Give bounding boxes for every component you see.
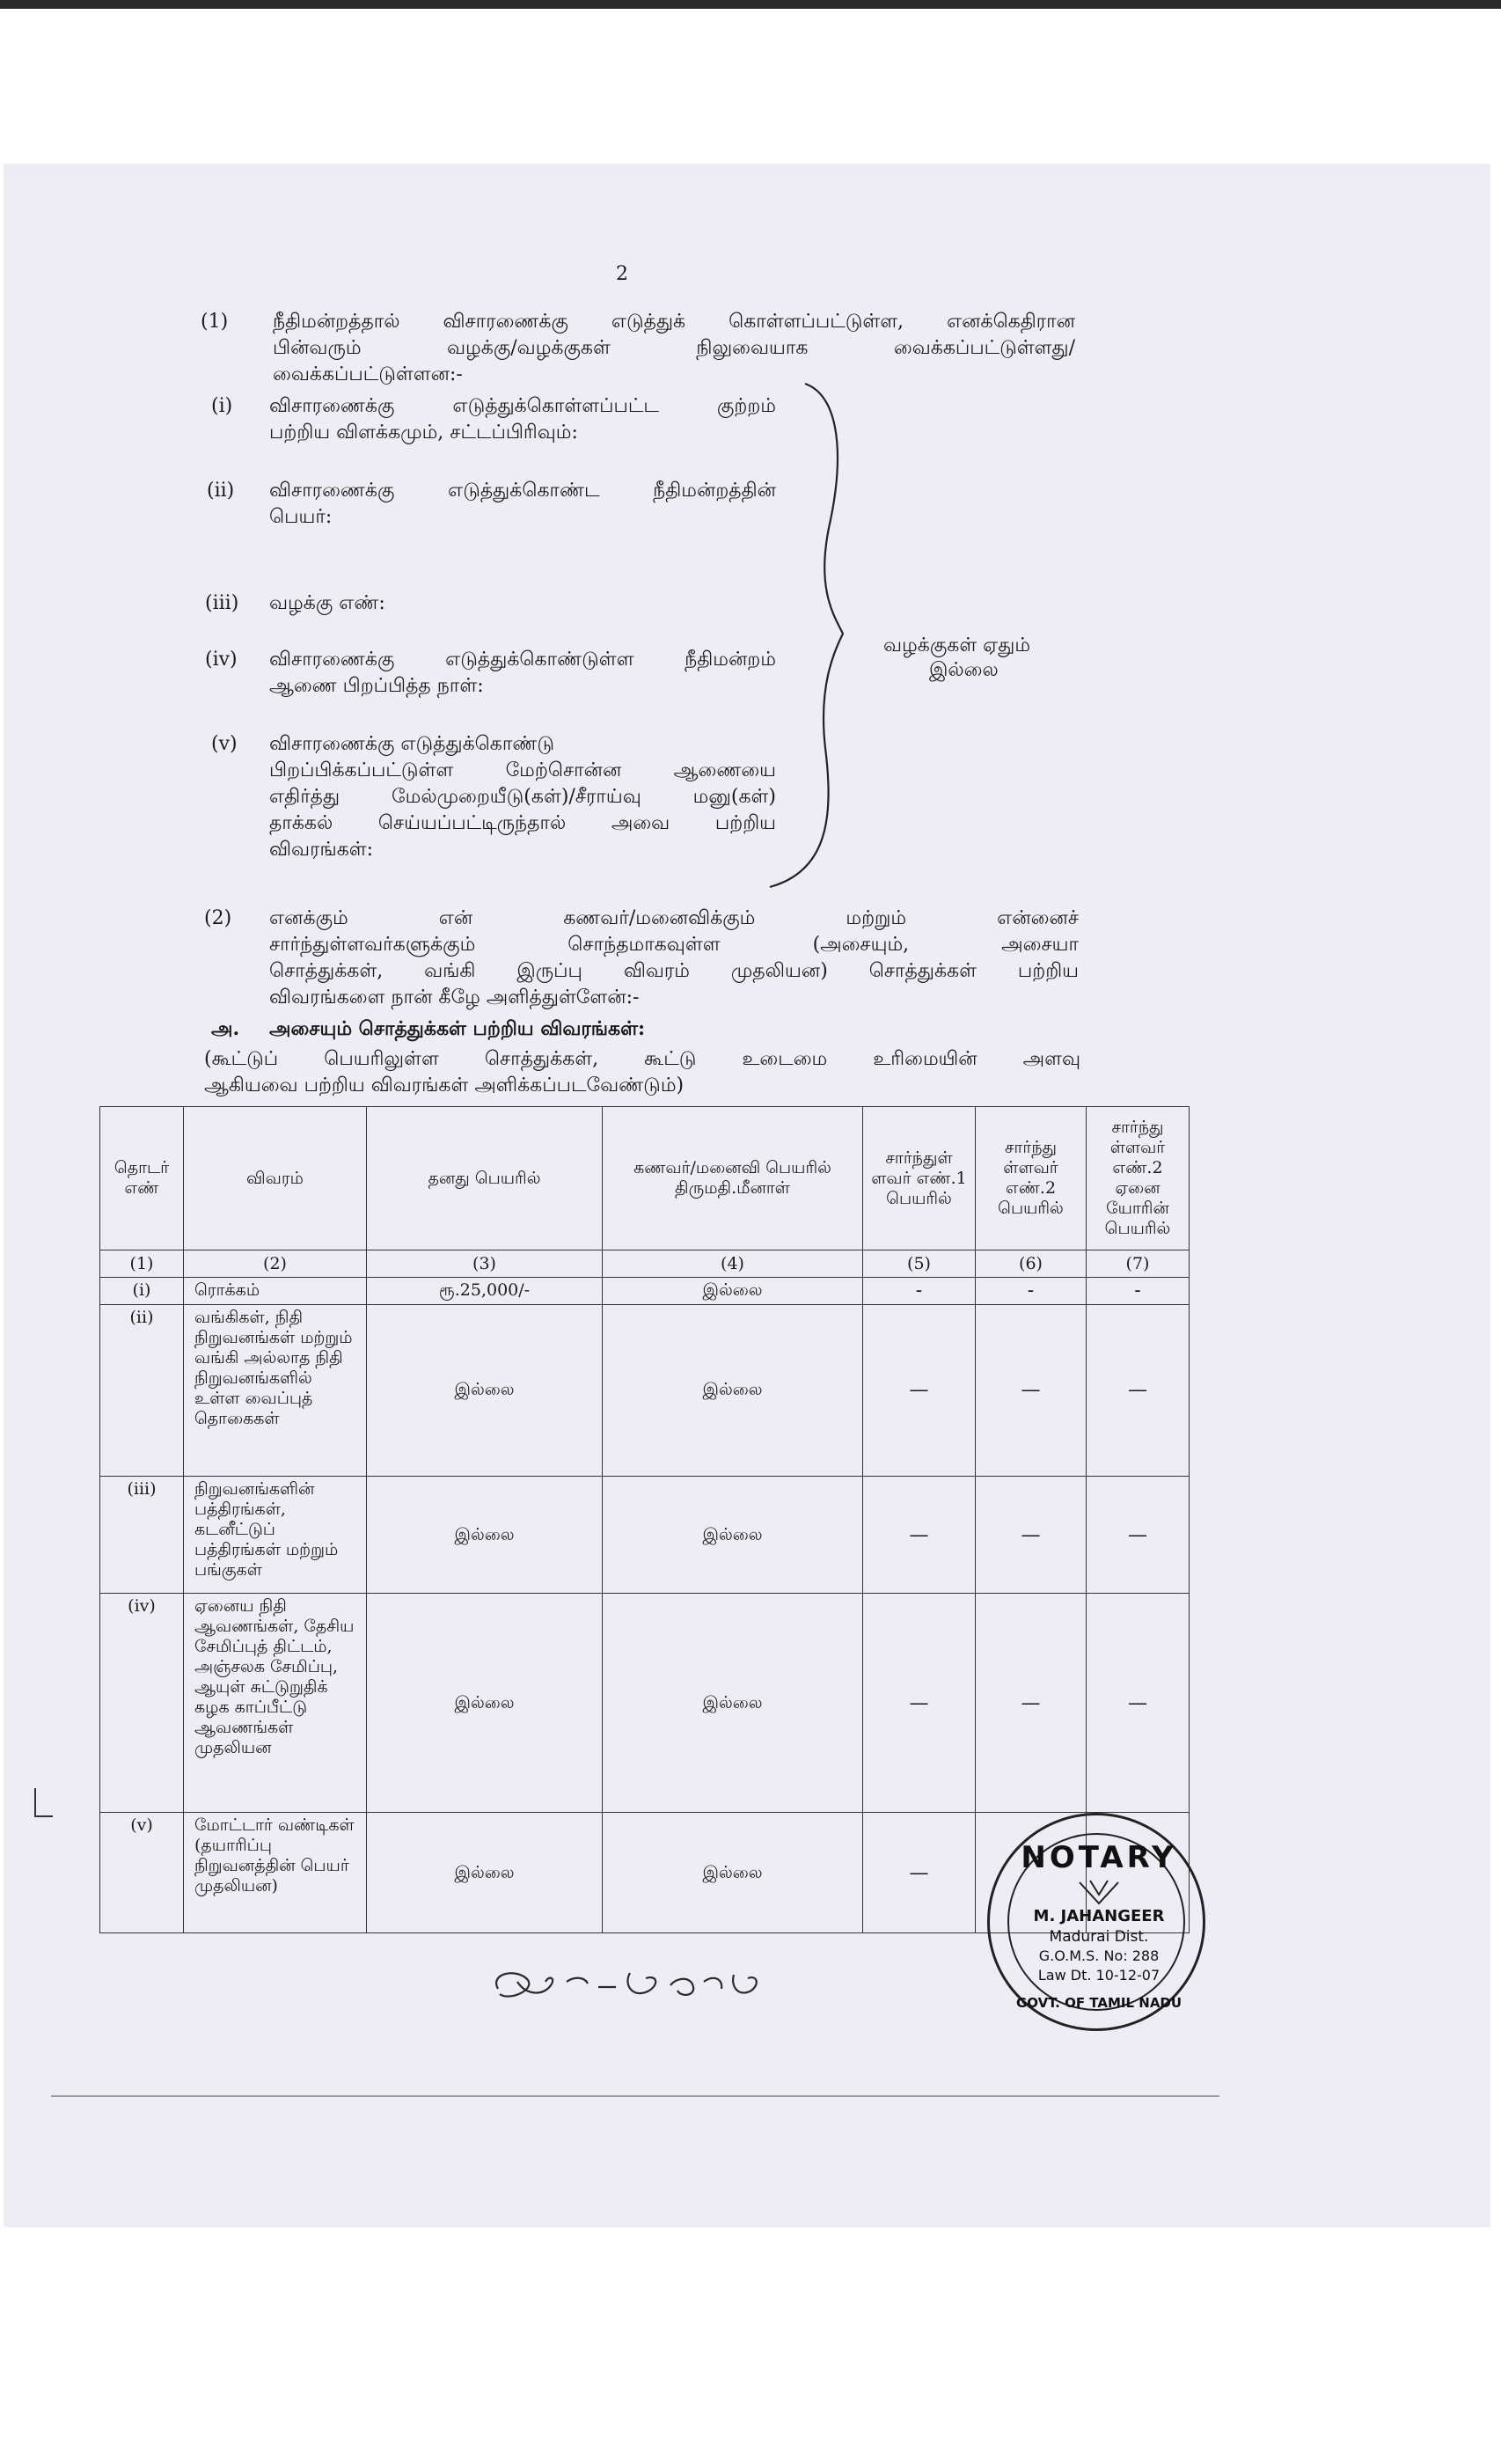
signature-icon <box>482 1955 781 2017</box>
item-ii-line-1: விசாரணைக்கு எடுத்துக்கொண்ட நீதிமன்றத்தின் <box>269 480 776 502</box>
subsection-heading: அசையும் சொத்துக்கள் பற்றிய விவரங்கள்: <box>269 1017 646 1040</box>
section-1-line-3: வைக்கப்பட்டுள்ளன:- <box>273 363 463 385</box>
item-iii-number: (iii) <box>205 592 239 614</box>
col-number: (7) <box>1087 1250 1190 1278</box>
item-ii-line-2: பெயர்: <box>269 506 333 528</box>
item-i-line-2: பற்றிய விளக்கமும், சட்டப்பிரிவும்: <box>269 422 578 444</box>
header-serial: தொடர் எண் <box>100 1107 184 1250</box>
brace-note-line-2: இல்லை <box>929 659 999 681</box>
item-iv-number: (iv) <box>205 649 238 671</box>
subsection-label: அ. <box>211 1017 240 1040</box>
row-description: நிறுவனங்களின் பத்திரங்கள், கடனீட்டுப் பத்திரங்கள் மற்றும் பங்குகள் <box>184 1477 367 1594</box>
item-v-number: (v) <box>211 733 238 755</box>
row-dependent-2-value: — <box>976 1594 1087 1813</box>
bottom-rule <box>51 2095 1219 2097</box>
row-serial: (i) <box>100 1277 184 1304</box>
row-dependent-others-value: — <box>1087 1594 1190 1813</box>
subsection-note-line-1: (கூட்டுப் பெயரிலுள்ள சொத்துக்கள், கூட்டு உடைமை உரிமையின் அளவு <box>204 1048 1080 1070</box>
item-v-line-5: விவரங்கள்: <box>269 839 374 861</box>
emblem-icon <box>1076 1877 1122 1907</box>
stamp-law-date: Law Dt. 10-12-07 <box>1037 1967 1161 1984</box>
col-number: (5) <box>863 1250 976 1278</box>
row-spouse-value: இல்லை <box>603 1277 863 1304</box>
table-row <box>100 1304 1190 1477</box>
section-2-line-4: விவரங்களை நான் கீழே அளித்துள்ளேன்:- <box>269 986 640 1008</box>
row-description: வங்கிகள், நிதி நிறுவனங்கள் மற்றும் வங்கி அல்லாத நிதி நிறுவனங்களில் உள்ள வைப்புத் தொகைகள் <box>184 1304 367 1477</box>
table-header-row <box>100 1107 1190 1250</box>
row-dependent-1-value: - <box>863 1277 976 1304</box>
movable-assets-table <box>99 1106 1190 1933</box>
row-spouse-value: இல்லை <box>603 1594 863 1813</box>
brace-icon <box>757 378 853 889</box>
row-serial: (iv) <box>100 1594 184 1813</box>
header-spouse: கணவர்/மனைவி பெயரில் திருமதி.மீனாள் <box>603 1107 863 1250</box>
item-i-line-1: விசாரணைக்கு எடுத்துக்கொள்ளப்பட்ட குற்றம் <box>269 395 776 417</box>
stamp-district: Madurai Dist. <box>1049 1928 1149 1946</box>
row-dependent-2-value: — <box>976 1304 1087 1477</box>
column-number-row <box>100 1250 1190 1278</box>
row-self-value: இல்லை <box>367 1813 603 1933</box>
row-dependent-1-value: — <box>863 1304 976 1477</box>
row-dependent-1-value: — <box>863 1477 976 1594</box>
table-row <box>100 1277 1190 1304</box>
brace-note-line-1: வழக்குகள் ஏதும் <box>883 634 1031 656</box>
item-v-line-4: தாக்கல் செய்யப்பட்டிருந்தால் அவை பற்றிய <box>269 812 776 834</box>
row-dependent-others-value: - <box>1087 1277 1190 1304</box>
item-ii-number: (ii) <box>207 480 235 502</box>
stamp-name: M. JAHANGEER <box>1033 1907 1165 1925</box>
header-self: தனது பெயரில் <box>367 1107 603 1250</box>
subsection-note-line-2: ஆகியவை பற்றிய விவரங்கள் அளிக்கப்படவேண்டும்) <box>204 1074 685 1096</box>
header-dependent-others: சார்ந்து ள்ளவர் எண்.2 ஏனை யோரின் பெயரில் <box>1087 1107 1190 1250</box>
item-i-number: (i) <box>211 395 233 417</box>
stamp-title: NOTARY <box>1021 1840 1177 1875</box>
row-description: மோட்டார் வண்டிகள் (தயாரிப்பு நிறுவனத்தின் பெயர் முதலியன) <box>184 1813 367 1933</box>
item-iv-line-2: ஆணை பிறப்பித்த நாள்: <box>269 675 484 697</box>
header-dependent-1: சார்ந்துள் ளவர் எண்.1 பெயரில் <box>863 1107 976 1250</box>
row-dependent-others-value: — <box>1087 1304 1190 1477</box>
col-number: (2) <box>184 1250 367 1278</box>
row-self-value: ரூ.25,000/- <box>367 1277 603 1304</box>
row-self-value: இல்லை <box>367 1304 603 1477</box>
row-serial: (v) <box>100 1813 184 1933</box>
item-iii-line-1: வழக்கு எண்: <box>269 592 385 614</box>
col-number: (4) <box>603 1250 863 1278</box>
row-spouse-value: இல்லை <box>603 1477 863 1594</box>
section-2-line-3: சொத்துக்கள், வங்கி இருப்பு விவரம் முதலியன) சொத்துக்கள் பற்றிய <box>269 960 1079 982</box>
table-row <box>100 1594 1190 1813</box>
col-number: (1) <box>100 1250 184 1278</box>
section-1-line-1: நீதிமன்றத்தால் விசாரணைக்கு எடுத்துக் கொள்ளப்பட்டுள்ள, எனக்கெதிரான <box>273 311 1075 333</box>
section-1-line-2: பின்வரும் வழக்கு/வழக்குகள் நிலுவையாக வைக்கப்பட்டுள்ளது/ <box>273 337 1075 359</box>
item-v-line-2: பிறப்பிக்கப்பட்டுள்ள மேற்சொன்ன ஆணையை <box>269 759 776 781</box>
section-2-line-1: எனக்கும் என் கணவர்/மனைவிக்கும் மற்றும் என்னைச் <box>269 907 1079 929</box>
row-dependent-others-value: — <box>1087 1477 1190 1594</box>
row-dependent-1-value: — <box>863 1813 976 1933</box>
row-description: ஏனைய நிதி ஆவணங்கள், தேசிய சேமிப்புத் திட்டம், அஞ்சலக சேமிப்பு, ஆயுள் சுட்டுறுதிக் கழக காப்பீட்டு ஆவணங்கள் முதலியன <box>184 1594 367 1813</box>
row-dependent-2-value: — <box>976 1477 1087 1594</box>
item-iv-line-1: விசாரணைக்கு எடுத்துக்கொண்டுள்ள நீதிமன்றம் <box>269 649 776 671</box>
section-1-number: (1) <box>201 311 229 333</box>
item-v-line-3: எதிர்த்து மேல்முறையீடு(கள்)/சீராய்வு மனு(கள்) <box>269 786 776 808</box>
stamp-goms: G.O.M.S. No: 288 <box>1038 1947 1160 1964</box>
header-description: விவரம் <box>184 1107 367 1250</box>
col-number: (6) <box>976 1250 1087 1278</box>
col-number: (3) <box>367 1250 603 1278</box>
margin-mark-icon <box>32 1786 58 1822</box>
row-serial: (iii) <box>100 1477 184 1594</box>
item-v-line-1: விசாரணைக்கு எடுத்துக்கொண்டு <box>269 733 554 755</box>
row-serial: (ii) <box>100 1304 184 1477</box>
row-spouse-value: இல்லை <box>603 1304 863 1477</box>
row-dependent-2-value: - <box>976 1277 1087 1304</box>
section-2-line-2: சார்ந்துள்ளவர்களுக்கும் சொந்தமாகவுள்ள (அசையும், அசையா <box>269 934 1079 956</box>
table-row <box>100 1477 1190 1594</box>
row-dependent-1-value: — <box>863 1594 976 1813</box>
row-description: ரொக்கம் <box>184 1277 367 1304</box>
section-2-number: (2) <box>204 907 232 929</box>
row-spouse-value: இல்லை <box>603 1813 863 1933</box>
stamp-govt: GOVT. OF TAMIL NADU <box>1015 1995 1182 2011</box>
row-self-value: இல்லை <box>367 1594 603 1813</box>
page-number: 2 <box>616 263 628 285</box>
row-self-value: இல்லை <box>367 1477 603 1594</box>
header-dependent-2: சார்ந்து ள்ளவர் எண்.2 பெயரில் <box>976 1107 1087 1250</box>
scan-top-edge <box>0 0 1501 9</box>
notary-stamp <box>987 1813 1205 2031</box>
